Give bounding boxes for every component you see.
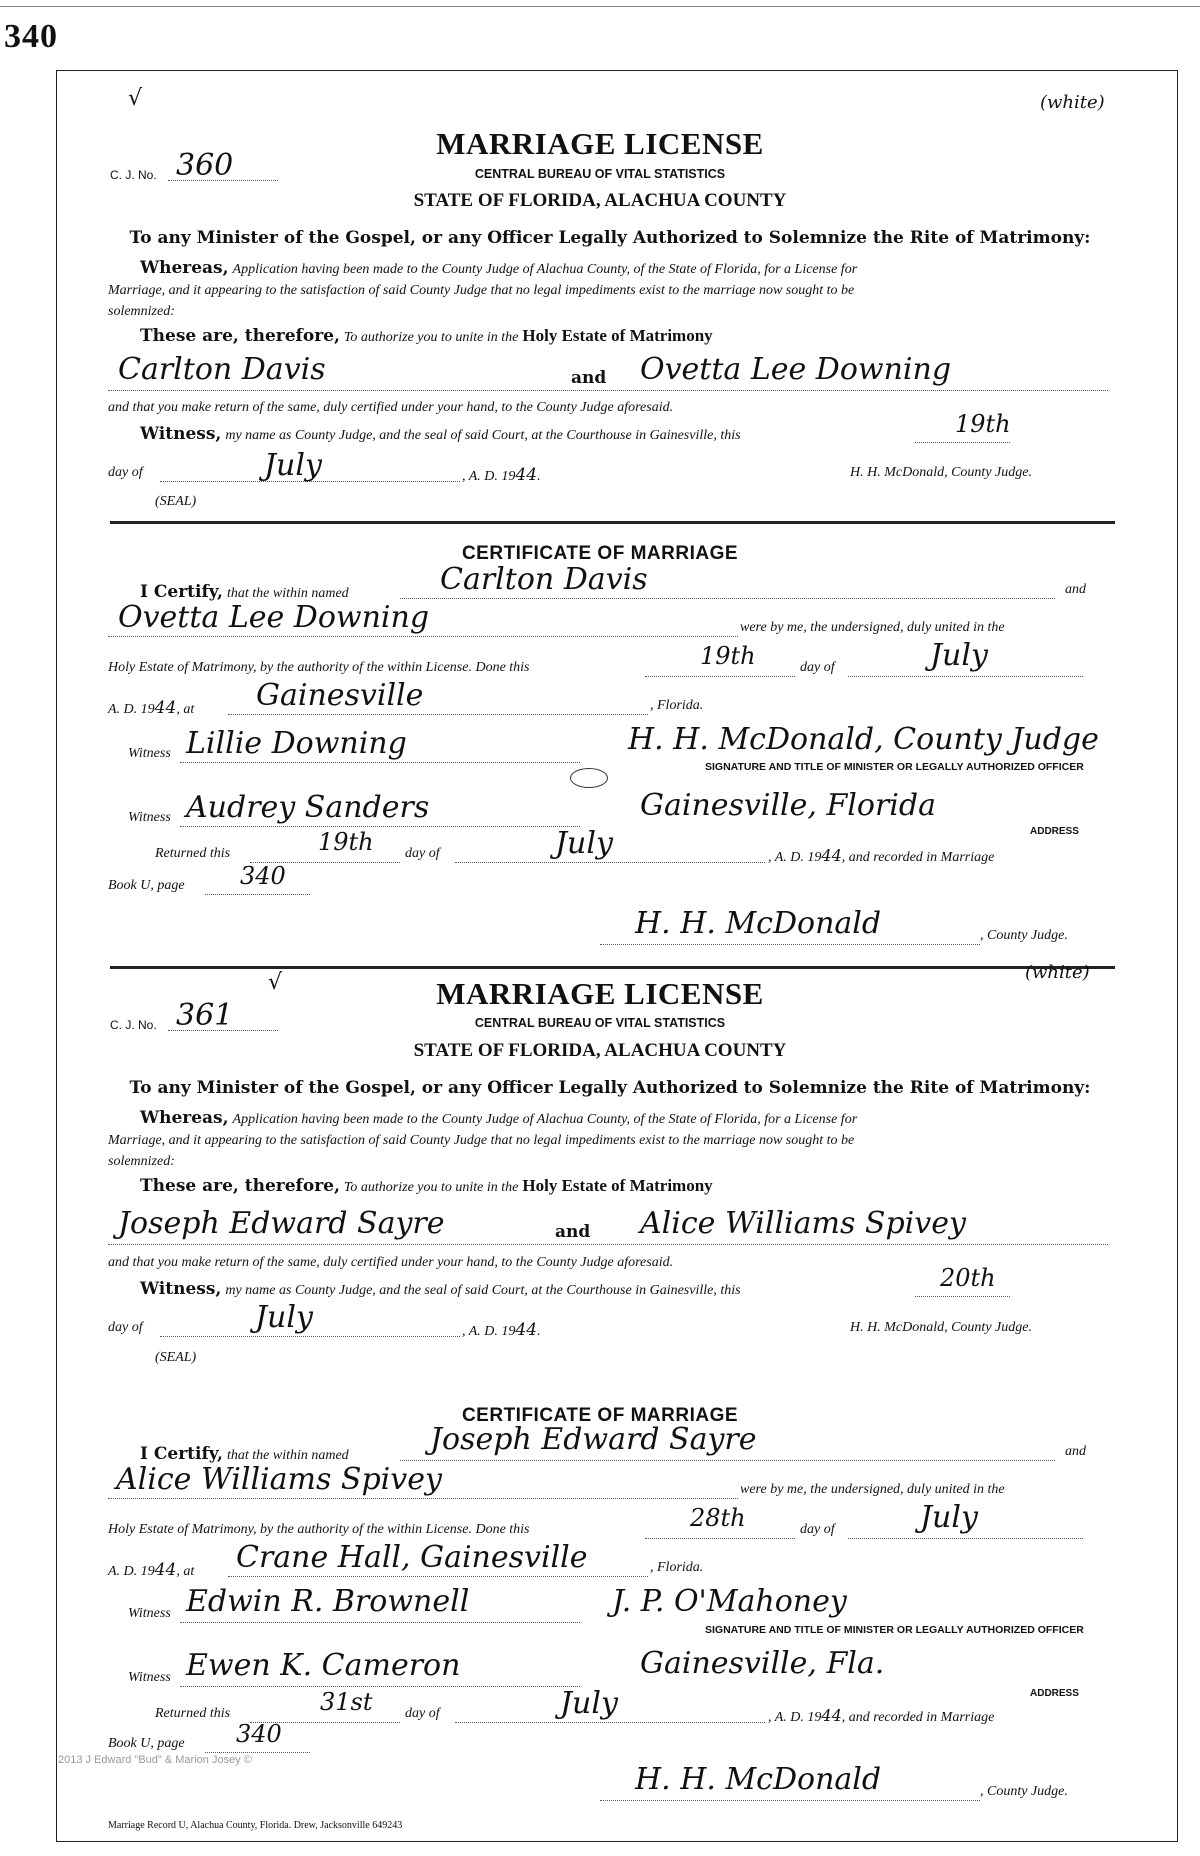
florida-label: , Florida. bbox=[650, 1560, 704, 1575]
officer-signature: J. P. O'Mahoney bbox=[612, 1584, 847, 1619]
officer-caption: SIGNATURE AND TITLE OF MINISTER OR LEGALLY AUTHORIZED OFFICER bbox=[705, 1624, 1084, 1636]
license-bride: Alice Williams Spivey bbox=[640, 1206, 966, 1241]
witness-2: Ewen K. Cameron bbox=[186, 1648, 461, 1683]
judge-print: H. H. McDonald, County Judge. bbox=[850, 465, 1032, 480]
certificate-day: 19th bbox=[700, 642, 756, 670]
certificate-day: 28th bbox=[690, 1504, 746, 1532]
witness-line: Witness, my name as County Judge, and the seal of said Court, at the Courthouse in Gainesville, this bbox=[140, 424, 741, 444]
divider bbox=[110, 521, 1115, 524]
whereas-l1: Whereas, Application having been made to the County Judge of Alachua County, of the State of Florida, for a License for bbox=[140, 258, 858, 278]
day-of-label: day of bbox=[108, 1320, 143, 1335]
certificate-place: Gainesville bbox=[256, 678, 424, 713]
judge-print: H. H. McDonald, County Judge. bbox=[850, 1320, 1032, 1335]
address-caption: ADDRESS bbox=[1030, 1688, 1079, 1699]
license-groom: Joseph Edward Sayre bbox=[118, 1206, 445, 1241]
certificate-groom: Carlton Davis bbox=[440, 562, 648, 597]
license-month: July bbox=[255, 1300, 313, 1335]
day-of-label: day of bbox=[405, 1706, 440, 1721]
returned-month: July bbox=[555, 826, 613, 861]
certificate-bride: Ovetta Lee Downing bbox=[118, 600, 430, 635]
ad-at-line: A. D. 1944, at bbox=[108, 1560, 195, 1580]
witness-2: Audrey Sanders bbox=[186, 790, 430, 825]
whereas-l3: solemnized: bbox=[108, 304, 175, 319]
and-label: and bbox=[1065, 1444, 1086, 1459]
day-of-label: day of bbox=[800, 1522, 835, 1537]
certificate-title: CERTIFICATE OF MARRIAGE bbox=[461, 543, 739, 564]
holy-estate-text: Holy Estate of Matrimony, by the authority of the within License. Done this bbox=[108, 660, 530, 675]
book-page: 340 bbox=[236, 1720, 282, 1748]
witness-label: Witness bbox=[128, 1670, 171, 1685]
certificate-place: Crane Hall, Gainesville bbox=[236, 1540, 588, 1575]
return-line: and that you make return of the same, duly certified under your hand, to the County Judge aforesaid. bbox=[108, 1255, 674, 1270]
returned-label: Returned this bbox=[155, 846, 231, 861]
state-line: STATE OF FLORIDA, ALACHUA COUNTY bbox=[413, 1040, 787, 1061]
address-line: To any Minister of the Gospel, or any Officer Legally Authorized to Solemnize the Rite of Matrimony: bbox=[129, 228, 1091, 248]
check-mark: √ bbox=[268, 970, 283, 995]
and-label: and bbox=[555, 1222, 591, 1242]
officer-address: Gainesville, Florida bbox=[640, 788, 936, 823]
license-note: (white) bbox=[1040, 92, 1105, 113]
cj-label: C. J. No. bbox=[110, 1018, 157, 1032]
united-text: were by me, the undersigned, duly united in the bbox=[740, 1482, 1005, 1497]
certify-line: I Certify, that the within named bbox=[140, 582, 349, 602]
returned-label: Returned this bbox=[155, 1706, 231, 1721]
witness-1: Edwin R. Brownell bbox=[186, 1584, 470, 1619]
license-day: 19th bbox=[955, 410, 1011, 438]
book-label: Book U, page bbox=[108, 1736, 185, 1751]
day-of-label: day of bbox=[405, 846, 440, 861]
and-label: and bbox=[571, 368, 607, 388]
certificate-month: July bbox=[930, 638, 988, 673]
officer-caption: SIGNATURE AND TITLE OF MINISTER OR LEGALLY AUTHORIZED OFFICER bbox=[705, 761, 1084, 773]
these-line: These are, therefore, To authorize you to unite in the Holy Estate of Matrimony bbox=[140, 1176, 713, 1196]
footer-imprint: Marriage Record U, Alachua County, Florida. Drew, Jacksonville 649243 bbox=[108, 1820, 403, 1831]
day-of-label: day of bbox=[108, 465, 143, 480]
cj-label: C. J. No. bbox=[110, 168, 157, 182]
witness-1: Lillie Downing bbox=[186, 726, 407, 761]
state-line: STATE OF FLORIDA, ALACHUA COUNTY bbox=[413, 190, 787, 211]
recorded-line: , A. D. 1944, and recorded in Marriage bbox=[768, 1706, 995, 1725]
cj-number: 361 bbox=[176, 998, 234, 1033]
address-line: To any Minister of the Gospel, or any Officer Legally Authorized to Solemnize the Rite of Matrimony: bbox=[129, 1078, 1091, 1098]
witness-label: Witness bbox=[128, 810, 171, 825]
watermark: 2013 J Edward "Bud" & Marion Josey © bbox=[58, 1754, 252, 1766]
officer-address: Gainesville, Fla. bbox=[640, 1646, 885, 1681]
day-of-label: day of bbox=[800, 660, 835, 675]
ad-year-line: , A. D. 1944. bbox=[462, 465, 541, 485]
license-day: 20th bbox=[940, 1264, 996, 1292]
county-judge-label: , County Judge. bbox=[980, 1784, 1068, 1799]
witness-label: Witness bbox=[128, 746, 171, 761]
returned-day: 31st bbox=[320, 1688, 373, 1716]
whereas-l2: Marriage, and it appearing to the satisfaction of said County Judge that no legal impediments exist to the marriage now sought to be bbox=[108, 283, 855, 298]
witness-label: Witness bbox=[128, 1606, 171, 1621]
ad-year-line: , A. D. 1944. bbox=[462, 1320, 541, 1340]
check-mark: √ bbox=[128, 86, 143, 111]
certificate-groom: Joseph Edward Sayre bbox=[430, 1422, 757, 1457]
florida-label: , Florida. bbox=[650, 698, 704, 713]
certificate-bride: Alice Williams Spivey bbox=[116, 1462, 442, 1497]
these-line: These are, therefore, To authorize you to unite in the Holy Estate of Matrimony bbox=[140, 326, 713, 346]
license-title: MARRIAGE LICENSE bbox=[436, 126, 764, 161]
whereas-l3: solemnized: bbox=[108, 1154, 175, 1169]
bureau-line: CENTRAL BUREAU OF VITAL STATISTICS bbox=[474, 1016, 726, 1030]
return-line: and that you make return of the same, duly certified under your hand, to the County Judge aforesaid. bbox=[108, 400, 674, 415]
license-bride: Ovetta Lee Downing bbox=[640, 352, 952, 387]
license-month: July bbox=[264, 448, 322, 483]
united-text: were by me, the undersigned, duly united in the bbox=[740, 620, 1005, 635]
cj-number: 360 bbox=[176, 148, 234, 183]
bureau-line: CENTRAL BUREAU OF VITAL STATISTICS bbox=[474, 167, 726, 181]
seal-label: (SEAL) bbox=[155, 1350, 197, 1365]
judge-signature: H. H. McDonald bbox=[635, 1762, 882, 1797]
recorded-line: , A. D. 1944, and recorded in Marriage bbox=[768, 846, 995, 865]
holy-estate-text: Holy Estate of Matrimony, by the authority of the within License. Done this bbox=[108, 1522, 530, 1537]
whereas-l1: Whereas, Application having been made to the County Judge of Alachua County, of the State of Florida, for a License for bbox=[140, 1108, 858, 1128]
book-page: 340 bbox=[240, 862, 286, 890]
license-title: MARRIAGE LICENSE bbox=[436, 976, 764, 1011]
top-edge-line bbox=[0, 6, 1200, 7]
whereas-l2: Marriage, and it appearing to the satisfaction of said County Judge that no legal impediments exist to the marriage now sought to be bbox=[108, 1133, 855, 1148]
county-judge-label: , County Judge. bbox=[980, 928, 1068, 943]
returned-day: 19th bbox=[318, 828, 374, 856]
address-caption: ADDRESS bbox=[1030, 826, 1079, 837]
seal-stamp-icon bbox=[570, 768, 608, 788]
judge-signature: H. H. McDonald bbox=[635, 906, 882, 941]
and-label: and bbox=[1065, 582, 1086, 597]
license-note: (white) bbox=[1025, 962, 1090, 983]
returned-month: July bbox=[560, 1686, 618, 1721]
page-number: 340 bbox=[4, 18, 58, 55]
certificate-title: CERTIFICATE OF MARRIAGE bbox=[461, 1405, 739, 1426]
witness-line: Witness, my name as County Judge, and the seal of said Court, at the Courthouse in Gainesville, this bbox=[140, 1279, 741, 1299]
certify-line: I Certify, that the within named bbox=[140, 1444, 349, 1464]
certificate-month: July bbox=[920, 1500, 978, 1535]
book-label: Book U, page bbox=[108, 878, 185, 893]
officer-signature: H. H. McDonald, County Judge bbox=[628, 722, 1099, 757]
license-groom: Carlton Davis bbox=[118, 352, 326, 387]
ad-at-line: A. D. 1944, at bbox=[108, 698, 195, 718]
seal-label: (SEAL) bbox=[155, 494, 197, 509]
divider bbox=[110, 966, 1115, 969]
